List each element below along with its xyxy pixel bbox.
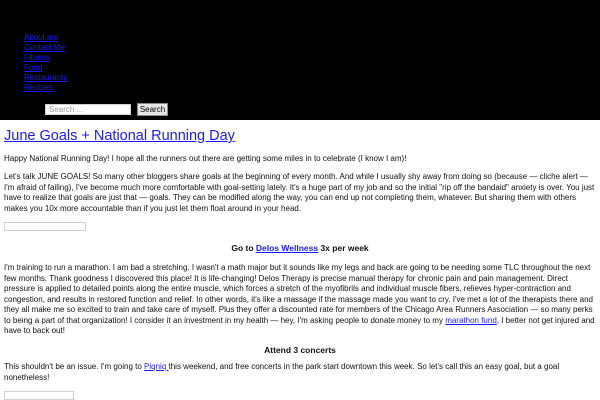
- image-placeholder: [4, 222, 86, 231]
- goal-heading-prefix: Go to: [231, 243, 256, 253]
- goal-heading-suffix: 3x per week: [318, 243, 369, 253]
- concerts-paragraph-after: this weekend, and free concerts in the park start downtown this week. So let's call this an easy goal, but a goal nonetheless!: [4, 362, 560, 382]
- search-input[interactable]: Search ...: [45, 104, 131, 115]
- image-placeholder-bottom: [4, 391, 74, 400]
- marathon-fund-link[interactable]: marathon fund: [445, 315, 497, 325]
- post-paragraph-delos: [4, 263, 596, 337]
- piqniq-link[interactable]: Piqniq: [144, 362, 169, 371]
- post-paragraph-concerts: [4, 362, 596, 383]
- post-title: [4, 126, 235, 146]
- nav-link-about[interactable]: About me: [24, 33, 59, 42]
- nav-item-fitness: [24, 51, 67, 61]
- nav-item-food: [24, 61, 67, 71]
- nav-item-contact: [24, 41, 67, 51]
- nav-item-about: [24, 31, 67, 41]
- post-paragraph-goals: Let's talk JUNE GOALS! So many other bloggers share goals at the beginning of every month. And while I usually shy away from doing so (because — cliche alert — I'm afraid of failing), I've become much more comfortable with goal-setting lately. It's a huge part of my job and so the initial "rip off the bandaid" anxiety is over. You just have to realize that goals are just that — goals. They can be modified along the way, you can end up not completing them, whatever. But sharing them with others makes you 10x more accountable than if you just let them float around in your head.: [4, 172, 595, 213]
- site-header: [0, 0, 600, 120]
- main-nav: [24, 31, 67, 91]
- goal-heading-delos: [0, 243, 600, 254]
- nav-link-restaurants[interactable]: Restaurants: [24, 73, 68, 82]
- nav-link-contact[interactable]: Contact Me: [24, 43, 65, 52]
- nav-link-recipes[interactable]: Recipes: [24, 83, 53, 92]
- nav-item-recipes: [24, 81, 67, 91]
- delos-paragraph-after: , I better not get injured and have to back out!: [4, 315, 595, 335]
- post-title-link[interactable]: June Goals + National Running Day: [4, 128, 235, 144]
- goal-heading-concerts: Attend 3 concerts: [264, 345, 336, 355]
- concerts-paragraph-before: This shouldn't be an issue. I'm going to: [4, 362, 145, 371]
- search-button[interactable]: Search: [137, 103, 168, 116]
- nav-link-food[interactable]: Food: [24, 63, 43, 72]
- nav-item-restaurants: [24, 71, 67, 81]
- post-intro: Happy National Running Day! I hope all the runners out there are getting some miles in to celebrate (I know I am)!: [4, 154, 407, 163]
- nav-link-fitness[interactable]: Fitness: [24, 53, 50, 62]
- delos-paragraph-text: I'm training to run a marathon. I am bad a stretching. I wasn't a math major but it sounds like my legs and back are going to be needing some TLC throughout the next few months. Thank goodness I discovered this place! It is life-changing! Delos Therapy is precise manual therapy for chronic pain and pain management. Direct pressure is applied to detailed points along the entire muscle, which forces a stretch of the myofibrils and individual muscle fibers, relieves hyper-contraction and congestion, and results in restored function and relief. In other words, it's like a massage if the massage made you want to cry. I've met a lot of the therapists there and they all make me so excited to train and take care of myself. Plus they offer a discounted rate for members of the Chicago Area Runners Association — so many perks to being a part of that organization! I consider it an investment in my health — hey, I'm asking people to donate money to my: [4, 263, 593, 325]
- delos-wellness-link[interactable]: Delos Wellness: [255, 243, 319, 253]
